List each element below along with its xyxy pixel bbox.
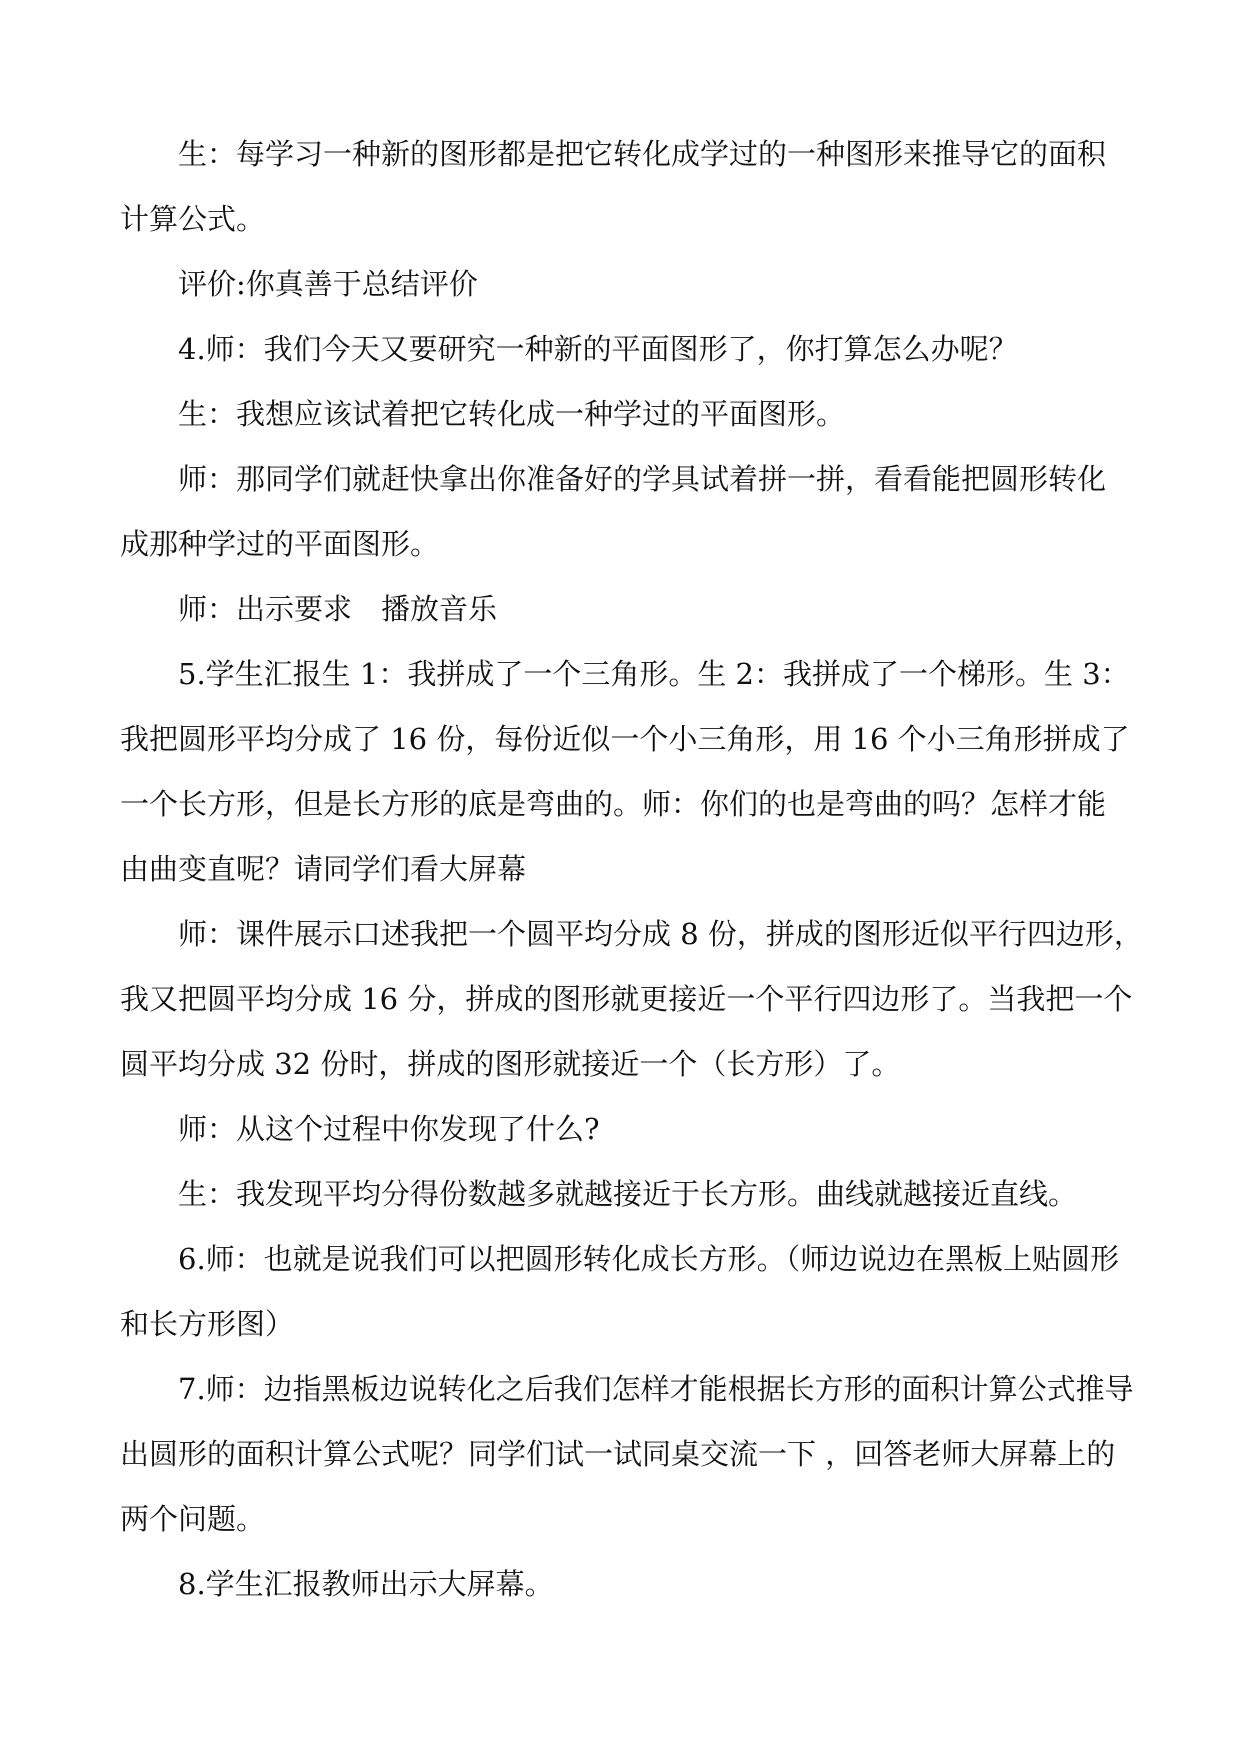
text-line: 圆平均分成 32 份时，拼成的图形就接近一个（长方形）了。 (120, 1047, 901, 1081)
text-line: 由曲变直呢？请同学们看大屏幕 (120, 852, 527, 886)
text-line: 我把圆形平均分成了 16 份，每份近似一个小三角形，用 16 个小三角形拼成了 (120, 722, 1130, 756)
text-line: 出圆形的面积计算公式呢？同学们试一试同桌交流一下 ，回答老师大屏幕上的 (120, 1437, 1116, 1471)
text-line: 7.师：边指黑板边说转化之后我们怎样才能根据长方形的面积计算公式推导 (178, 1372, 1134, 1406)
text-line: 生：我发现平均分得份数越多就越接近于长方形。曲线就越接近直线。 (178, 1177, 1078, 1211)
text-line: 师：课件展示口述我把一个圆平均分成 8 份，拼成的图形近似平行四边形， (178, 917, 1143, 951)
text-line: 成那种学过的平面图形。 (120, 527, 440, 561)
text-line: 6.师：也就是说我们可以把圆形转化成长方形。（师边说边在黑板上贴圆形 (178, 1242, 1120, 1276)
text-line: 生：我想应该试着把它转化成一种学过的平面图形。 (178, 397, 846, 431)
text-line: 和长方形图） (120, 1307, 295, 1341)
text-line: 8.学生汇报教师出示大屏幕。 (178, 1567, 554, 1601)
text-line: 师：出示要求 播放音乐 (178, 592, 498, 626)
text-line: 4.师：我们今天又要研究一种新的平面图形了，你打算怎么办呢？ (178, 332, 1018, 366)
document-body (120, 122, 1143, 1617)
text-line: 生：每学习一种新的图形都是把它转化成学过的一种图形来推导它的面积 (178, 137, 1107, 171)
text-line: 师：那同学们就赶快拿出你准备好的学具试着拼一拼，看看能把圆形转化 (178, 462, 1107, 496)
text-line: 我又把圆平均分成 16 分，拼成的图形就更接近一个平行四边形了。当我把一个 (120, 982, 1133, 1016)
text-line: 计算公式。 (120, 202, 266, 236)
text-line: 评价:你真善于总结评价 (178, 267, 478, 301)
text-line: 一个长方形，但是长方形的底是弯曲的。师：你们的也是弯曲的吗？怎样才能 (120, 787, 1107, 821)
text-line: 师：从这个过程中你发现了什么? (178, 1112, 600, 1146)
text-line: 5.学生汇报生 1：我拼成了一个三角形。生 2：我拼成了一个梯形。生 3： (178, 657, 1130, 691)
text-line: 两个问题。 (120, 1502, 266, 1536)
